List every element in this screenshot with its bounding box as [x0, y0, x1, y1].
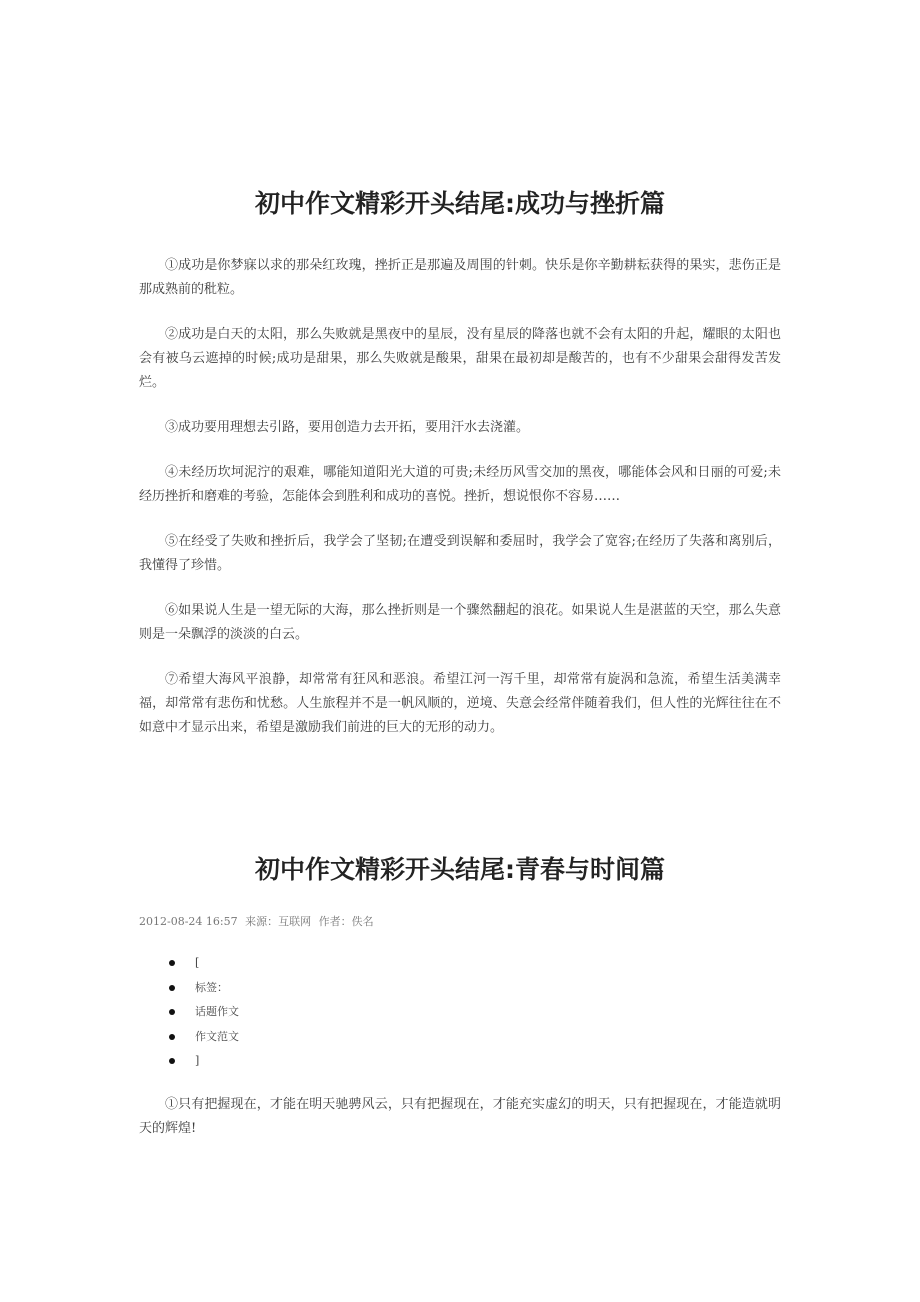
publish-datetime: 2012-08-24 16:57: [139, 915, 238, 928]
article-source: 来源：互联网: [245, 915, 312, 928]
paragraph: ①只有把握现在，才能在明天驰骋风云，只有把握现在，才能充实虚幻的明天，只有把握现在，才能造就明天的辉煌!: [139, 1096, 781, 1136]
bullet-icon: [169, 960, 175, 966]
list-item: ]: [195, 1049, 781, 1074]
paragraph: ②成功是白天的太阳，那么失败就是黑夜中的星辰，没有星辰的降落也就不会有太阳的升起，耀眼的太阳也会有被乌云遮掉的时候;成功是甜果，那么失败就是酸果，甜果在最初却是酸苦的，也有不少甜果会甜得发苦发烂。: [139, 327, 781, 390]
bullet-icon: [169, 1009, 175, 1015]
article-title: 初中作文精彩开头结尾:青春与时间篇: [255, 855, 665, 884]
paragraph: ⑤在经受了失败和挫折后，我学会了坚韧;在遭受到误解和委屈时，我学会了宽容;在经历了失落和离别后，我懂得了珍惜。: [139, 534, 781, 573]
paragraph: ①成功是你梦寐以求的那朵红玫瑰，挫折正是那遍及周围的针刺。快乐是你辛勤耕耘获得的果实，悲伤正是那成熟前的秕粒。: [139, 258, 781, 297]
paragraph: ⑥如果说人生是一望无际的大海，那么挫折则是一个骤然翻起的浪花。如果说人生是湛蓝的天空，那么失意则是一朵飘浮的淡淡的白云。: [139, 603, 781, 642]
tag-link[interactable]: 作文范文: [195, 1025, 781, 1050]
bullet-icon: [169, 1034, 175, 1040]
bullet-icon: [169, 1058, 175, 1064]
tag-list: [139, 951, 781, 1074]
article-body: [139, 254, 781, 740]
article-title: 初中作文精彩开头结尾:成功与挫折篇: [255, 189, 665, 218]
bullet-icon: [169, 985, 175, 991]
tag-link[interactable]: 话题作文: [195, 1000, 781, 1025]
list-item: [: [195, 951, 781, 976]
paragraph: ⑦希望大海风平浪静，却常常有狂风和恶浪。希望江河一泻千里，却常常有旋涡和急流，希望生活美满幸福，却常常有悲伤和忧愁。人生旅程并不是一帆风顺的，逆境、失意会经常伴随着我们，但人性的光辉往往在不如意中才显示出来，希望是激励我们前进的巨大的无形的动力。: [139, 672, 781, 735]
paragraph: ④未经历坎坷泥泞的艰难，哪能知道阳光大道的可贵;未经历风雪交加的黑夜，哪能体会风和日丽的可爱;未经历挫折和磨难的考验，怎能体会到胜利和成功的喜悦。挫折，想说恨你不容易……: [139, 465, 781, 504]
list-item: 标签：: [195, 976, 781, 1001]
article-meta: [139, 913, 781, 931]
article-youth-and-time: [139, 850, 781, 1154]
article-author: 作者：佚名: [318, 915, 374, 928]
article-success-and-setback: [139, 184, 781, 761]
paragraph: ③成功要用理想去引路，要用创造力去开拓，要用汗水去浇灌。: [165, 420, 530, 435]
